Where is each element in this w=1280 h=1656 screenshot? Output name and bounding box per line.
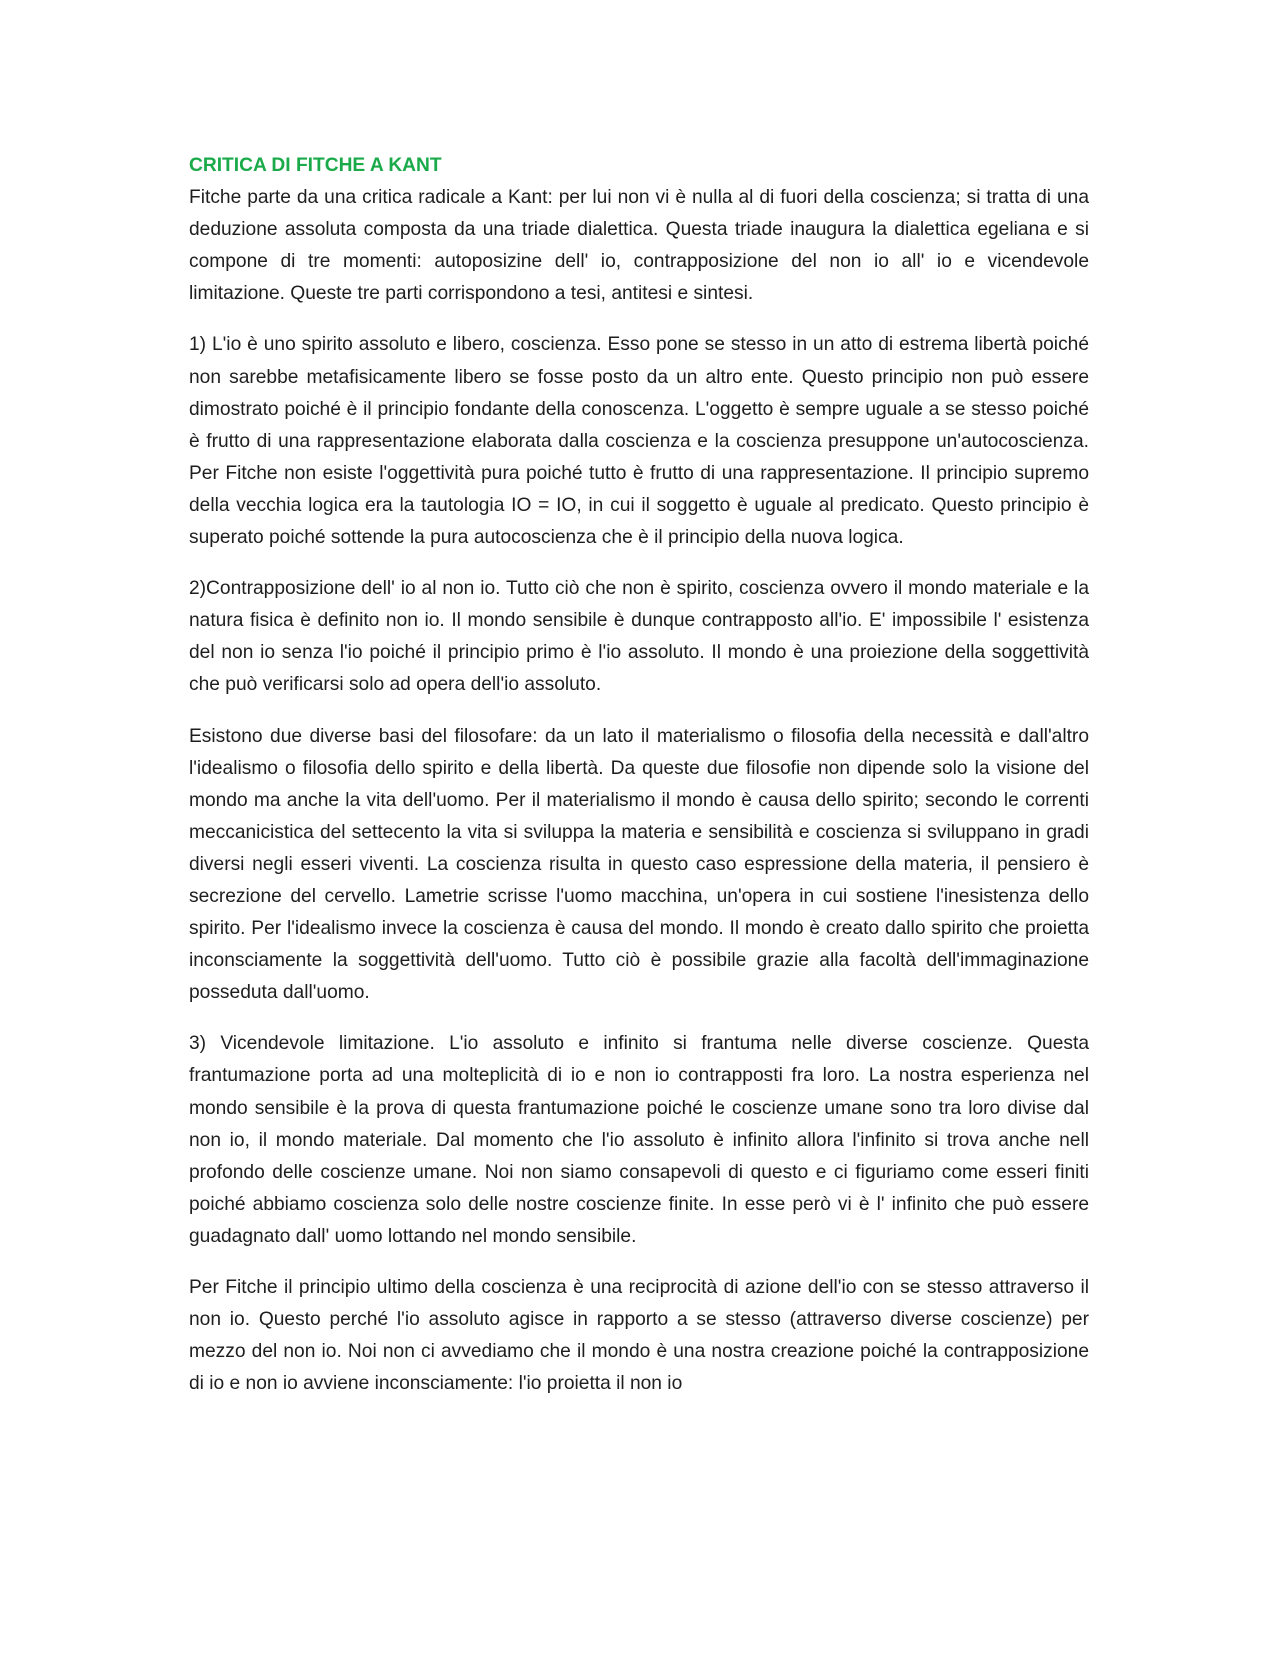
- document-title: CRITICA DI FITCHE A KANT: [189, 155, 442, 176]
- document-body: [189, 150, 1089, 1400]
- paragraph-philosophy-bases: Esistono due diverse basi del filosofare: da un lato il materialismo o filosofia della necessità e dall'altro l'idealismo o filosofia dello spirito e della libertà. Da queste due filosofie non dipende solo la visione del mondo ma anche la vita dell'uomo. Per il materialismo il mondo è causa dello spirito; secondo le correnti meccanicistica del settecento la vita si sviluppa la materia e sensibilità e coscienza si sviluppano in gradi diversi negli esseri viventi. La coscienza risulta in questo caso espressione della materia, il pensiero è secrezione del cervello. Lametrie scrisse l'uomo macchina, un'opera in cui sostiene l'inesistenza dello spirito. Per l'idealismo invece la coscienza è causa del mondo. Il mondo è creato dallo spirito che proietta inconsciamente la soggettività dell'uomo. Tutto ciò è possibile grazie alla facoltà dell'immaginazione posseduta dall'uomo.: [189, 725, 1089, 1004]
- paragraph-point-1: 1) L'io è uno spirito assoluto e libero, coscienza. Esso pone se stesso in un atto di estrema libertà poiché non sarebbe metafisicamente libero se fosse posto da un altro ente. Questo principio non può essere dimostrato poiché è il principio fondante della conoscenza. L'oggetto è sempre uguale a se stesso poiché è frutto di una rappresentazione elaborata dalla coscienza e la coscienza presuppone un'autocoscienza. Per Fitche non esiste l'oggettività pura poiché tutto è frutto di una rappresentazione. Il principio supremo della vecchia logica era la tautologia IO = IO, in cui il soggetto è uguale al predicato. Questo principio è superato poiché sottende la pura autocoscienza che è il principio della nuova logica.: [189, 334, 1089, 549]
- paragraph-point-3: 3) Vicendevole limitazione. L'io assoluto e infinito si frantuma nelle diverse coscienze. Questa frantumazione porta ad una molteplicità di io e non io contrapposti fra loro. La nostra esperienza nel mondo sensibile è la prova di questa frantumazione poiché le coscienze umane sono tra loro divise dal non io, il mondo materiale. Dal momento che l'io assoluto è infinito allora l'infinito si trova anche nell profondo delle coscienze umane. Noi non siamo consapevoli di questo e ci figuriamo come esseri finiti poiché abbiamo coscienza solo delle nostre coscienze finite. In esse però vi è l' infinito che può essere guadagnato dall' uomo lottando nel mondo sensibile.: [189, 1033, 1089, 1247]
- paragraph-point-2: 2)Contrapposizione dell' io al non io. Tutto ciò che non è spirito, coscienza ovvero il mondo materiale e la natura fisica è definito non io. Il mondo sensibile è dunque contrapposto all'io. E' impossibile l' esistenza del non io senza l'io poiché il principio primo è l'io assoluto. Il mondo è una proiezione della soggettività che può verificarsi solo ad opera dell'io assoluto.: [189, 578, 1089, 696]
- paragraph-intro: Fitche parte da una critica radicale a Kant: per lui non vi è nulla al di fuori della coscienza; si tratta di una deduzione assoluta composta da una triade dialettica. Questa triade inaugura la dialettica egeliana e si compone di tre momenti: autoposizine dell' io, contrapposizione del non io all' io e vicendevole limitazione. Queste tre parti corrispondono a tesi, antitesi e sintesi.: [189, 187, 1089, 305]
- paragraph-conclusion: Per Fitche il principio ultimo della coscienza è una reciprocità di azione dell'io con se stesso attraverso il non io. Questo perché l'io assoluto agisce in rapporto a se stesso (attraverso diverse coscienze) per mezzo del non io. Noi non ci avvediamo che il mondo è una nostra creazione poiché la contrapposizione di io e non io avviene inconsciamente: l'io proietta il non io: [189, 1277, 1089, 1395]
